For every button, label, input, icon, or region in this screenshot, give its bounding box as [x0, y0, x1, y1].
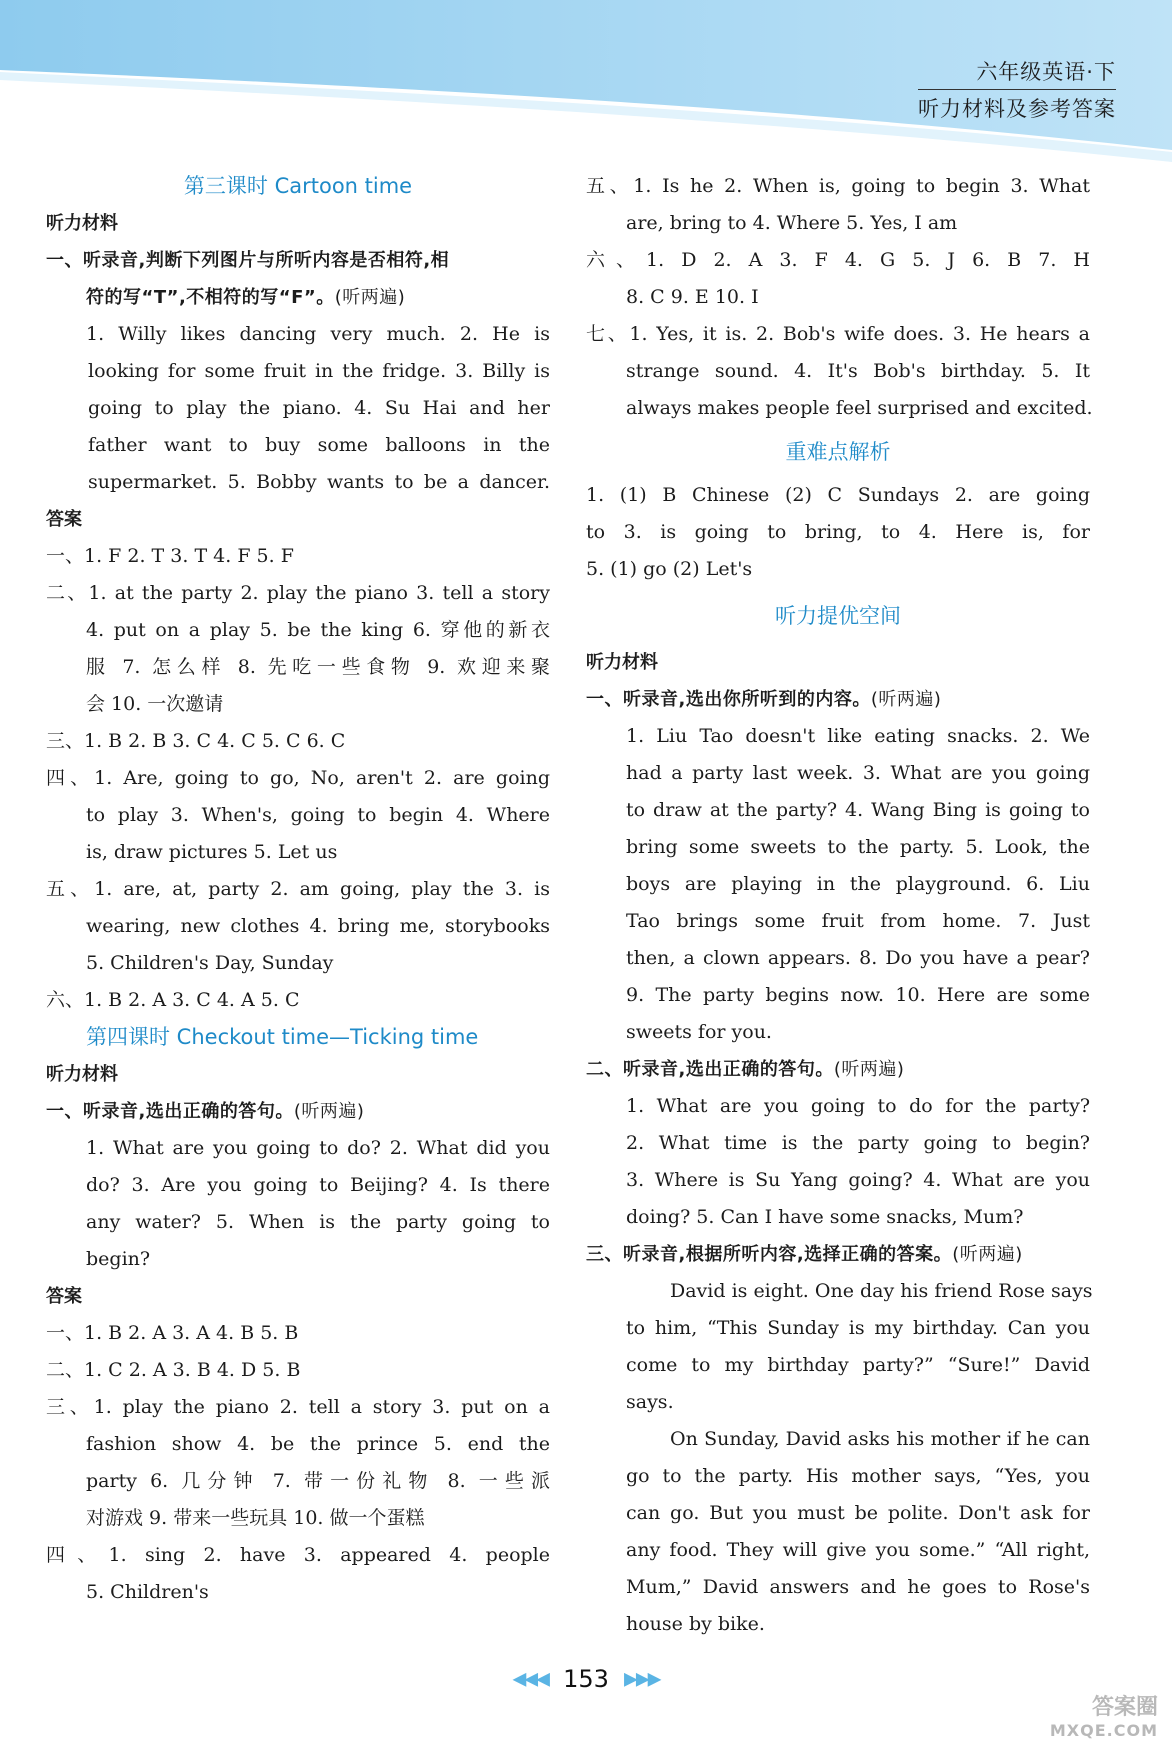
- transcript-line: do? 3. Are you going to Beijing? 4. Is there: [86, 1174, 550, 1196]
- answer-line: fashion show 4. be the prince 5. end the: [86, 1433, 550, 1455]
- answer-line: to play 3. When's, going to begin 4. Where: [86, 804, 550, 826]
- header-title: [918, 56, 1116, 123]
- question-heading: [586, 681, 1090, 718]
- answer-line: 六、1. D 2. A 3. F 4. G 5. J 6. B 7. H: [586, 249, 1090, 271]
- question-note: (听两遍): [833, 1059, 905, 1080]
- transcript-line: any water? 5. When is the party going to: [86, 1211, 550, 1233]
- answer-line: 一、1. B 2. A 3. A 4. B 5. B: [46, 1322, 299, 1344]
- page-number: 153: [563, 1665, 609, 1693]
- transcript-line: 1. What are you going to do? 2. What did you: [86, 1137, 550, 1159]
- answer-line: 五、1. Is he 2. When is, going to begin 3. What: [586, 175, 1090, 197]
- watermark: [1050, 1690, 1158, 1740]
- transcript-line: bring some sweets to the party. 5. Look, the: [626, 836, 1090, 858]
- transcript-line: to draw at the party? 4. Wang Bing is going to: [626, 799, 1090, 821]
- right-column: [586, 168, 1093, 1643]
- watermark-bottom: MXQE.COM: [1049, 1721, 1158, 1740]
- answer-line: 三、1. B 2. B 3. C 4. C 5. C 6. C: [46, 730, 346, 752]
- watermark-top: 答案圈: [1091, 1695, 1158, 1720]
- passage-line: Mum,” David answers and he goes to Rose's: [626, 1576, 1090, 1598]
- section-title-key-points: 重难点解析: [785, 440, 891, 464]
- answer-line: 五、1. are, at, party 2. am going, play the 3. is: [46, 878, 550, 900]
- header-subtitle: 听力材料及参考答案: [918, 89, 1116, 123]
- answer-line: 二、1. at the party 2. play the piano 3. tell a story: [46, 582, 550, 604]
- answer-line: 8. C 9. E 10. I: [626, 286, 759, 308]
- page-footer: [0, 1665, 1172, 1693]
- transcript-line: boys are playing in the playground. 6. Liu: [626, 873, 1090, 895]
- section-title-lesson4: 第四课时 Checkout time—Ticking time: [86, 1025, 479, 1049]
- answer-line: always makes people feel surprised and excited.: [626, 397, 1093, 419]
- listening-material-label: 听力材料: [586, 652, 658, 673]
- question-note: (听两遍): [870, 689, 942, 710]
- question-note: (听两遍): [952, 1244, 1023, 1265]
- answers-label: 答案: [46, 509, 82, 530]
- question-heading: [46, 1093, 550, 1130]
- passage-line: On Sunday, David asks his mother if he can: [670, 1428, 1090, 1450]
- answer-line: 四、1. sing 2. have 3. appeared 4. people: [46, 1544, 550, 1566]
- passage-line: to him, “This Sunday is my birthday. Can you: [626, 1317, 1090, 1339]
- answer-line: 三、1. play the piano 2. tell a story 3. put on a: [46, 1396, 550, 1418]
- section-title-lesson3: 第三课时 Cartoon time: [183, 174, 413, 198]
- transcript-line: doing? 5. Can I have some snacks, Mum?: [626, 1206, 1024, 1228]
- transcript-line: 1. Willy likes dancing very much. 2. He is: [86, 323, 550, 345]
- passage-line: David is eight. One day his friend Rose says: [670, 1280, 1093, 1302]
- answer-line: 一、1. F 2. T 3. T 4. F 5. F: [46, 545, 294, 567]
- transcript-line: begin?: [86, 1248, 151, 1270]
- transcript-line: 1. What are you going to do for the party?: [626, 1095, 1090, 1117]
- transcript-line: 2. What time is the party going to begin?: [626, 1132, 1090, 1154]
- question-heading: 一、听录音,判断下列图片与所听内容是否相符,相: [46, 250, 450, 271]
- transcript-line: looking for some fruit in the fridge. 3. Billy is: [88, 360, 550, 382]
- answer-line: party 6. 几分钟 7. 带一份礼物 8. 一些派: [86, 1470, 550, 1492]
- transcript-line: sweets for you.: [626, 1021, 772, 1043]
- answer-line: strange sound. 4. It's Bob's birthday. 5. It: [626, 360, 1090, 382]
- passage-line: can go. But you must be polite. Don't ask for: [626, 1502, 1090, 1524]
- transcript-line: going to play the piano. 4. Su Hai and her: [88, 397, 550, 419]
- transcript-line: had a party last week. 3. What are you going: [626, 762, 1090, 784]
- question-heading: [586, 1051, 1090, 1088]
- transcript-line: 9. The party begins now. 10. Here are some: [626, 984, 1090, 1006]
- listening-material-label: 听力材料: [46, 213, 118, 234]
- header-grade: 六年级英语·下: [976, 60, 1116, 84]
- passage-line: says.: [626, 1391, 674, 1413]
- answer-line: 5. Children's: [86, 1581, 209, 1603]
- question-text: 符的写“T”,不相符的写“F”。: [86, 287, 335, 308]
- transcript-line: father want to buy some balloons in the: [88, 434, 550, 456]
- right-arrows-icon: ▶▶▶: [624, 1668, 660, 1690]
- answers-label: 答案: [46, 1286, 82, 1307]
- passage-line: come to my birthday party?” “Sure!” David: [626, 1354, 1090, 1376]
- answer-line: 会 10. 一次邀请: [86, 693, 224, 715]
- section-title-listening-boost: 听力提优空间: [775, 604, 901, 628]
- left-column: [46, 168, 550, 1611]
- key-point-line: to 3. is going to bring, to 4. Here is, for: [586, 521, 1090, 543]
- answer-line: 5. Children's Day, Sunday: [86, 952, 334, 974]
- answer-line: 服 7. 怎么样 8. 先吃一些食物 9. 欢迎来聚: [86, 656, 550, 678]
- answer-line: 四、1. Are, going to go, No, aren't 2. are going: [46, 767, 550, 789]
- left-arrows-icon: ◀◀◀: [512, 1668, 548, 1690]
- key-point-line: 5. (1) go (2) Let's: [586, 558, 753, 580]
- transcript-line: 3. Where is Su Yang going? 4. What are you: [626, 1169, 1090, 1191]
- answer-line: 六、1. B 2. A 3. C 4. A 5. C: [46, 989, 300, 1011]
- question-text: 二、听录音,选出正确的答句。: [586, 1059, 834, 1080]
- question-heading-cont: [46, 279, 550, 316]
- answer-line: 七、1. Yes, it is. 2. Bob's wife does. 3. He hears a: [586, 323, 1090, 345]
- transcript-line: Tao brings some fruit from home. 7. Just: [626, 910, 1090, 932]
- answer-line: is, draw pictures 5. Let us: [86, 841, 338, 863]
- transcript-line: then, a clown appears. 8. Do you have a pear?: [626, 947, 1090, 969]
- passage-line: house by bike.: [626, 1613, 765, 1635]
- question-text: 一、听录音,选出你所听到的内容。: [586, 689, 871, 710]
- listening-material-label: 听力材料: [46, 1064, 118, 1085]
- question-text: 一、听录音,选出正确的答句。: [46, 1101, 294, 1122]
- question-note: (听两遍): [334, 287, 406, 308]
- passage-line: go to the party. His mother says, “Yes, you: [626, 1465, 1090, 1487]
- answer-line: 4. put on a play 5. be the king 6. 穿他的新衣: [86, 619, 550, 641]
- transcript-line: supermarket. 5. Bobby wants to be a dancer.: [88, 471, 550, 493]
- question-heading: [586, 1236, 1090, 1273]
- answer-line: are, bring to 4. Where 5. Yes, I am: [626, 212, 958, 234]
- passage-line: any food. They will give you some.” “All right,: [626, 1539, 1090, 1561]
- question-note: (听两遍): [293, 1101, 365, 1122]
- question-text: 三、听录音,根据所听内容,选择正确的答案。: [586, 1244, 953, 1265]
- transcript-line: 1. Liu Tao doesn't like eating snacks. 2. We: [626, 725, 1090, 747]
- answer-line: 二、1. C 2. A 3. B 4. D 5. B: [46, 1359, 301, 1381]
- answer-line: wearing, new clothes 4. bring me, storybooks: [86, 915, 550, 937]
- answer-line: 对游戏 9. 带来一些玩具 10. 做一个蛋糕: [86, 1507, 425, 1529]
- key-point-line: 1. (1) B Chinese (2) C Sundays 2. are going: [586, 484, 1090, 506]
